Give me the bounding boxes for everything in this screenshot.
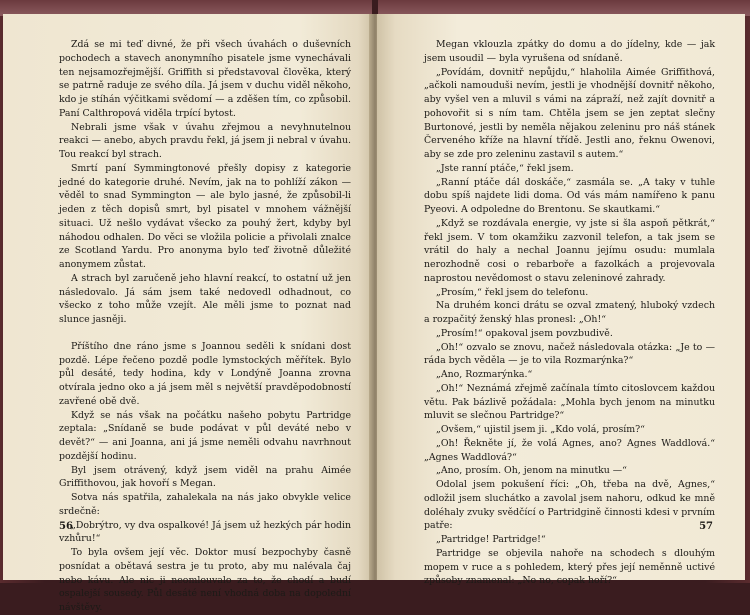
paragraph: Když se nás však na počátku našeho pobytu Partridge zeptala: „Snídaně se bude podávat v půl deváté nebo v devět?“ — ani Joanna, ani já jsme neměli odvahu navrhnout pozdější hodinu. bbox=[59, 409, 351, 462]
paragraph: „Oh!“ Neznámá zřejmě začínala tímto citoslovcem každou větu. Pak bázlivě požádala: „Mohla bych jenom na minutku mluvit se slečnou Partridge?“ bbox=[424, 382, 715, 422]
left-page bbox=[3, 14, 373, 613]
paragraph: „Ovšem,“ ujistil jsem ji. „Kdo volá, prosím?“ bbox=[436, 424, 645, 435]
paragraph: „Když se rozdávala energie, vy jste si šla aspoň pětkrát,“ řekl jsem. V tom okamžiku zazvonil telefon, a tak jsem se vrátil do haly a nechal Joannu jejímu osudu: mumlala nerozhodně cosi o rebarboře a fazolkách a projevovala naprostou nevědomost o stavu zeleninové zahrady. bbox=[424, 217, 715, 284]
page-number: 57 bbox=[699, 521, 713, 533]
paragraph: „Ano, prosím. Oh, jenom na minutku —“ bbox=[436, 465, 627, 477]
paragraph: „Jste ranní ptáče,“ řekl jsem. bbox=[436, 162, 574, 174]
paragraph: Smrtí paní Symmingtonové přešly dopisy z kategorie jedné do kategorie druhé. Nevím, jak na to pohlíží zákon — věděl to snad Symmington — ale bylo jasné, že způsobil-li jeden z těch dopisů smrt, byl pisatel v mnohem vážnější situaci. Už nešlo vydávat všecko za pouhý žert, kdyby byl náhodou odhalen. Do věci se vložila policie a přivolali znalce ze Scotland Yardu. Pro anonyma bylo teď životně důležité anonymem zůstat. bbox=[59, 162, 351, 270]
paragraph: A strach byl zaručeně jeho hlavní reakcí, to ostatní už jen následovalo. Já sám jsem také nedovedl odhadnout, co všecko z toho může vzejít. Ale měli jsme to poznat nad slunce jasněji. bbox=[59, 272, 351, 325]
paragraph: „Dobrýtro, vy dva ospalkové! Já jsem už hezkých pár hodin vzhůru!“ bbox=[59, 519, 352, 545]
right-page bbox=[377, 14, 745, 587]
paragraph: „Prosím!“ opakoval jsem povzbudivě. bbox=[436, 327, 613, 339]
page-number: 56 bbox=[59, 521, 73, 533]
paragraph: Megan vklouzla zpátky do domu a do jídelny, kde — jak jsem usoudil — byla vyrušena od snídaně. bbox=[424, 39, 715, 64]
paragraph: Na druhém konci drátu se ozval zmatený, hluboký vzdech a rozpačitý ženský hlas pronesl: „Oh!“ bbox=[424, 300, 715, 325]
paragraph: „Oh! Řekněte jí, že volá Agnes, ano? Agnes Waddlová.“ „Agnes Waddlová?“ bbox=[424, 437, 715, 463]
paragraph: „Povídám, dovnitř nepůjdu,“ hlaholila Aimée Griffithová, „ačkoli namouduši nevím, jestli je vhodnější dovnitř někoho, aby vyšel ven a mluvil s vámi na zápraží, než zajít dovnitř a pohovořit si s ním tam. Chtěla jsem se jen zeptat slečny Burtonové, jestli by neměla nějakou zeleninu pro náš stánek Červeného kříže na hlavní třídě. Jestli ano, řeknu Owenovi, aby se zde pro zeleninu zastavil s autem.“ bbox=[424, 66, 715, 160]
paragraph: Byl jsem otrávený, když jsem viděl na prahu Aimée Griffithovou, jak hovoří s Megan. bbox=[59, 464, 351, 490]
paragraph: „Ano, Rozmarýnka.“ bbox=[436, 369, 533, 380]
paragraph: Odolal jsem pokušení říci: „Oh, třeba na dvě, Agnes,“ odložil jsem sluchátko a zavolal jsem nahoru, odkud ke mně doléhaly zvuky svědčící o Partridgině činnosti kdesi v prvním patře: bbox=[424, 479, 715, 532]
paragraph: Partridge se objevila nahoře na schodech s dlouhým mopem v ruce a s pohledem, který přes její neměnně uctivé způsoby znamenal: „No no, copak hoří?“ bbox=[424, 547, 715, 587]
paragraph: „Ranní ptáče dál doskáče,“ zasmála se. „A taky v tuhle dobu spíš najdete lidi doma. Od vás mám namířeno k panu Pyeovi. A odpoledne do Brentonu. Se skautkami.“ bbox=[424, 176, 715, 215]
paragraph: Nebrali jsme však v úvahu zřejmou a nevyhnutelnou reakci — anebo, abych pravdu řekl, já jsem ji nebral v úvahu. Tou reakcí byl strach. bbox=[59, 121, 351, 160]
paragraph: „Oh!“ ozvalo se znovu, načež následovala otázka: „Je to — ráda bych věděla — je to vila Rozmarýnka?“ bbox=[424, 341, 715, 367]
paragraph: „Prosím,“ řekl jsem do telefonu. bbox=[436, 286, 589, 298]
paragraph: „Partridge! Partridge!“ bbox=[436, 534, 546, 545]
paragraph: Zdá se mi teď divné, že při všech úvahách o duševních pochodech a stavech anonymního pisatele jsme vynechávali ten nejsamozřejmější. Griffith si představoval člověka, který se patrně raduje ze svého díla. Já jsem v duchu viděl někoho, kdo je stíhán výčitkami svědomí — a zděšen tím, co způsobil. Paní Calthropová viděla trpící bytost. bbox=[59, 39, 351, 119]
paragraph: Příštího dne ráno jsme s Joannou seděli k snídani dost pozdě. Lépe řečeno pozdě podle lymstockých měřítek. Bylo půl desáté, tedy hodina, kdy v Londýně Joanna zrovna otvírala jedno oko a já jsem měl s největší pravděpodobností zavřené obě dvě. bbox=[59, 340, 351, 407]
paragraph: To byla ovšem její věc. Doktor musí bezpochyby časně posnídat a obětavá sestra je tu proto, aby mu nalévala čaj nebo kávu. Ale nic ji neomlouvalo za to, že chodí a budí ospalejší sousedy. Půl desáté není vhodná doba na dopolední návštěvy. bbox=[59, 547, 351, 613]
paragraph: Sotva nás spatřila, zahalekala na nás jako obvykle velice srdečně: bbox=[59, 492, 351, 517]
